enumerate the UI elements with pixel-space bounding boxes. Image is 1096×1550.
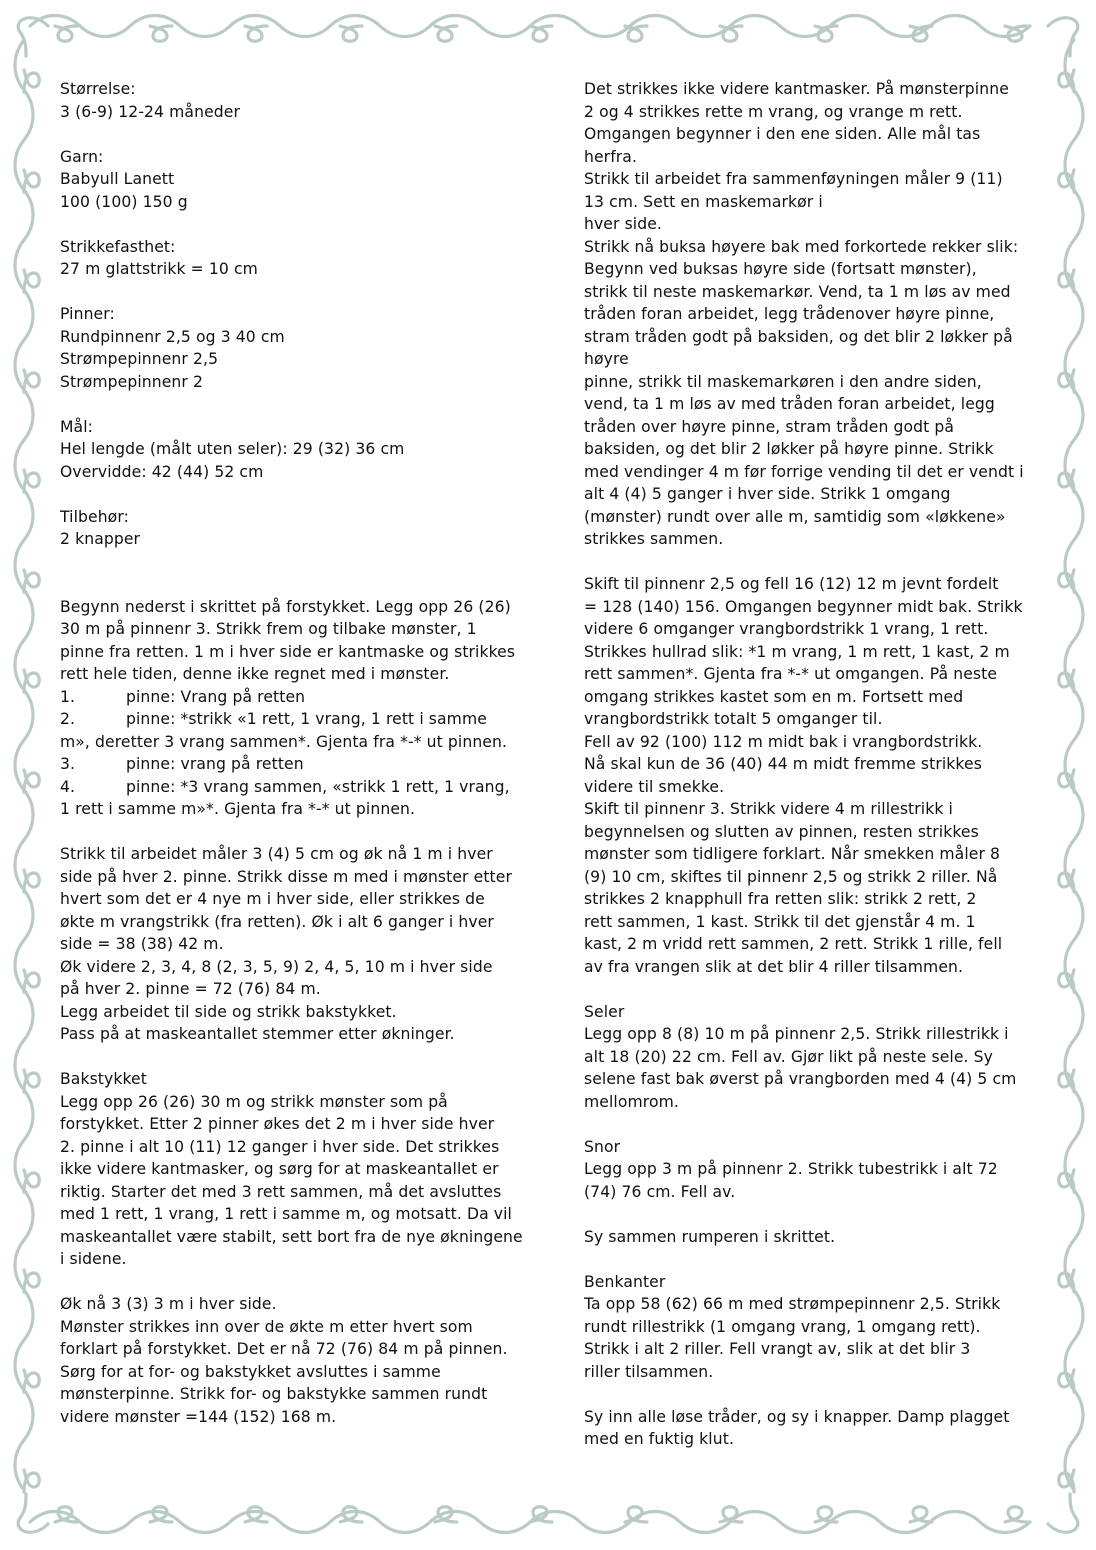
text-line: Strikk nå buksa høyere bak med forkortede rekker slik: <box>584 237 1019 256</box>
border-loop <box>24 270 39 292</box>
text-line: på hver 2. pinne = 72 (76) 84 m. <box>60 980 321 998</box>
step-number: 4. <box>60 777 76 796</box>
text-line: rundt rillestrikk (1 omgang vrang, 1 omgang rett). <box>584 1317 981 1336</box>
step-text: pinne: *strikk «1 rett, 1 vrang, 1 rett i samme <box>126 710 487 728</box>
text-line: Snor <box>584 1137 621 1156</box>
border-loop <box>24 770 39 792</box>
border-loop <box>24 470 39 492</box>
text-line: alt 4 (4) 5 ganger i hver side. Strikk 1 omgang <box>584 485 951 503</box>
text-line: rett hele tiden, denne ikke regnet med i mønster. <box>60 665 450 683</box>
text-line: hver side. <box>584 215 662 233</box>
text-line: Sørg for at for- og bakstykket avsluttes i samme <box>60 1362 441 1381</box>
text-line: vrangbordstrikk totalt 5 omganger til. <box>584 710 883 728</box>
border-loop <box>245 1507 267 1522</box>
text-line: videre mønster =144 (152) 168 m. <box>60 1407 337 1426</box>
border-loop <box>1059 770 1074 792</box>
step-text: pinne: *3 vrang sammen, «strikk 1 rett, 1 vrang, <box>126 777 510 796</box>
border-corner-curl <box>1048 18 1078 56</box>
text-line: Mønster strikkes inn over de økte m etter hvert som <box>60 1317 473 1336</box>
border-loop <box>150 26 172 41</box>
text-line: mønsterpinne. Strikk for- og bakstykke sammen rundt <box>60 1385 488 1403</box>
border-loop <box>24 870 39 892</box>
border-loop <box>1059 170 1074 192</box>
text-line <box>584 551 1059 574</box>
text-line: Øk nå 3 (3) 3 m i hver side. <box>60 1295 277 1313</box>
text-line: Legg opp 8 (8) 10 m på pinnenr 2,5. Strikk rillestrikk i <box>584 1025 1009 1043</box>
border-loop <box>1059 1170 1074 1192</box>
text-line: Skift til pinnenr 3. Strikk videre 4 m rillestrikk i <box>584 800 953 818</box>
border-loop <box>55 1507 77 1522</box>
border-loop <box>24 1170 39 1192</box>
text-line: begynnelsen og slutten av pinnen, resten strikkes <box>584 822 979 841</box>
text-line: 100 (100) 150 g <box>60 192 188 211</box>
text-line: Fell av 92 (100) 112 m midt bak i vrangbordstrikk. <box>584 732 983 751</box>
text-line: riktig. Starter det med 3 rett sammen, må det avsluttes <box>60 1182 502 1201</box>
step-number: 1. <box>60 687 76 706</box>
text-line: Strikkes hullrad slik: *1 m vrang, 1 m rett, 1 kast, 2 m <box>584 642 1010 661</box>
border-loop <box>24 1270 39 1292</box>
text-line <box>584 1113 1059 1136</box>
border-loop <box>1059 870 1074 892</box>
border-loop <box>1059 1470 1074 1492</box>
text-line: maskeantallet være stabilt, sett bort fra de nye økningene <box>60 1227 523 1246</box>
text-line: Legg opp 26 (26) 30 m og strikk mønster som på <box>60 1092 448 1111</box>
border-loop <box>530 26 552 41</box>
text-line: 13 cm. Sett en maskemarkør i <box>584 192 823 211</box>
text-line: Sy sammen rumperen i skrittet. <box>584 1227 836 1246</box>
text-line: Babyull Lanett <box>60 170 175 188</box>
text-line: strikk til neste maskemarkør. Vend, ta 1 m løs av med <box>584 282 1011 301</box>
text-line: Strømpepinnenr 2,5 <box>60 350 219 368</box>
text-line <box>584 1248 1059 1271</box>
text-line: 30 m på pinnenr 3. Strikk frem og tilbake mønster, 1 <box>60 620 477 638</box>
text-line: mellomrom. <box>584 1092 679 1111</box>
step-text: pinne: Vrang på retten <box>126 687 306 706</box>
text-line: Strikk i alt 2 riller. Fell vrangt av, slik at det blir 3 <box>584 1340 971 1358</box>
text-line: tråden over høyre pinne, stram tråden godt på <box>584 417 955 436</box>
text-line: kast, 2 m vridd rett sammen, 2 rett. Strikk 1 rille, fell <box>584 935 1003 953</box>
border-loop <box>340 1507 362 1522</box>
text-line: vend, ta 1 m løs av med tråden foran arbeidet, legg <box>584 395 995 413</box>
numbered-step <box>60 753 560 776</box>
left-text-column <box>60 78 560 1428</box>
text-line: selene fast bak øverst på vrangborden med 4 (4) 5 cm <box>584 1070 1017 1088</box>
text-line: med en fuktig klut. <box>584 1430 734 1448</box>
text-line: Legg opp 3 m på pinnenr 2. Strikk tubestrikk i alt 72 <box>584 1160 998 1178</box>
border-loop <box>245 26 267 41</box>
right-text-column <box>584 78 1059 1451</box>
border-loop <box>815 26 837 41</box>
border-loop <box>24 70 39 92</box>
text-line: Begynn ved buksas høyre side (fortsatt mønster), <box>584 260 977 278</box>
border-loop <box>1059 70 1074 92</box>
text-line <box>60 1271 560 1294</box>
text-line <box>584 1383 1059 1406</box>
border-corner-curl <box>18 18 48 56</box>
border-loop <box>435 26 457 41</box>
text-line: økte m vrangstrikk (fra retten). Øk i alt 6 ganger i hver <box>60 912 494 931</box>
text-line: Omgangen begynner i den ene siden. Alle mål tas <box>584 125 981 143</box>
border-loop <box>530 1507 552 1522</box>
text-line: med vendinger 4 m før forrige vending til det er vendt i <box>584 462 1024 481</box>
text-line: (mønster) rundt over alle m, samtidig som «løkkene» <box>584 507 1006 526</box>
border-loop <box>340 26 362 41</box>
border-loop <box>720 26 742 41</box>
text-line: 2 og 4 strikkes rette m vrang, og vrange m rett. <box>584 102 963 121</box>
border-loop <box>24 370 39 392</box>
text-line: Legg arbeidet til side og strikk bakstykket. <box>60 1002 397 1021</box>
text-line: Størrelse: <box>60 80 136 98</box>
text-line: (74) 76 cm. Fell av. <box>584 1182 736 1201</box>
text-line: 3 (6-9) 12-24 måneder <box>60 102 240 121</box>
text-line: Strømpepinnenr 2 <box>60 372 204 391</box>
text-line: Overvidde: 42 (44) 52 cm <box>60 462 264 481</box>
text-line: Tilbehør: <box>60 507 129 526</box>
step-number: 2. <box>60 710 76 728</box>
border-loop <box>1059 270 1074 292</box>
border-vine <box>30 1512 1030 1533</box>
text-line: forstykket. Etter 2 pinner økes det 2 m i hver side hver <box>60 1115 495 1133</box>
border-loop <box>1059 670 1074 692</box>
text-line: baksiden, og det blir 2 løkker på høyre pinne. Strikk <box>584 440 994 458</box>
text-line <box>60 551 560 574</box>
border-loop <box>1059 570 1074 592</box>
border-loop <box>815 1507 837 1522</box>
text-line: forklart på forstykket. Det er nå 72 (76) 84 m på pinnen. <box>60 1340 508 1358</box>
text-line: Pinner: <box>60 305 115 323</box>
border-corner-curl <box>1048 1494 1078 1532</box>
border-loop <box>910 26 932 41</box>
text-line <box>60 123 560 146</box>
border-loop <box>24 1370 39 1392</box>
text-line: av fra vrangen slik at det blir 4 riller tilsammen. <box>584 957 964 976</box>
text-line: mønster som tidligere forklart. Når smekken måler 8 <box>584 845 1001 863</box>
text-line: pinne, strikk til maskemarkøren i den andre siden, <box>584 372 982 391</box>
numbered-step <box>60 686 560 709</box>
border-loop <box>1059 370 1074 392</box>
text-line: Øk videre 2, 3, 4, 8 (2, 3, 5, 9) 2, 4, 5, 10 m i hver side <box>60 957 493 976</box>
text-line: (9) 10 cm, skiftes til pinnenr 2,5 og strikk 2 riller. Nå <box>584 867 998 886</box>
text-line: Nå skal kun de 36 (40) 44 m midt fremme strikkes <box>584 755 982 773</box>
text-line: Hel lengde (målt uten seler): 29 (32) 36 cm <box>60 440 405 458</box>
border-loop <box>24 670 39 692</box>
border-loop <box>24 570 39 592</box>
text-line <box>60 393 560 416</box>
border-loop <box>24 1470 39 1492</box>
border-vine <box>1065 40 1083 1490</box>
text-line: alt 18 (20) 22 cm. Fell av. Gjør likt på neste sele. Sy <box>584 1047 993 1066</box>
text-line: = 128 (140) 156. Omgangen begynner midt bak. Strikk <box>584 597 1023 616</box>
border-loop <box>1059 1270 1074 1292</box>
border-loop <box>1005 26 1027 41</box>
numbered-step <box>60 708 560 731</box>
text-line: side på hver 2. pinne. Strikk disse m med i mønster etter <box>60 867 512 886</box>
border-loop <box>625 26 647 41</box>
border-loop <box>1059 970 1074 992</box>
text-line: Strikk til arbeidet fra sammenføyningen måler 9 (11) <box>584 170 1003 188</box>
border-loop <box>1059 1370 1074 1392</box>
text-line: Seler <box>584 1002 625 1021</box>
text-line <box>60 573 560 596</box>
text-line <box>584 1203 1059 1226</box>
text-line: Benkanter <box>584 1272 666 1291</box>
text-line: Bakstykket <box>60 1070 147 1088</box>
border-vine <box>30 16 1030 37</box>
text-line <box>584 978 1059 1001</box>
border-loop <box>24 170 39 192</box>
text-line: Det strikkes ikke videre kantmasker. På mønsterpinne <box>584 80 1009 98</box>
border-vine <box>15 40 33 1490</box>
numbered-step <box>60 776 560 799</box>
text-line: side = 38 (38) 42 m. <box>60 935 224 953</box>
text-line: m», deretter 3 vrang sammen*. Gjenta fra *-* ut pinnen. <box>60 732 508 751</box>
text-line: rett sammen*. Gjenta fra *-* ut omgangen. På neste <box>584 665 998 683</box>
text-line: Mål: <box>60 417 93 436</box>
text-line <box>60 213 560 236</box>
border-loop <box>1059 1070 1074 1092</box>
text-line: strikkes sammen. <box>584 530 724 548</box>
border-corner-curl <box>18 1494 48 1532</box>
border-loop <box>1059 470 1074 492</box>
text-line: 1 rett i samme m»*. Gjenta fra *-* ut pinnen. <box>60 800 416 818</box>
text-line: 27 m glattstrikk = 10 cm <box>60 260 258 278</box>
text-line: pinne fra retten. 1 m i hver side er kantmaske og strikkes <box>60 642 516 661</box>
text-line <box>60 483 560 506</box>
text-line: Garn: <box>60 147 104 166</box>
border-loop <box>55 26 77 41</box>
text-line: stram tråden godt på baksiden, og det blir 2 løkker på <box>584 327 1013 346</box>
text-line: omgang strikkes kastet som en m. Fortsett med <box>584 687 964 706</box>
border-loop <box>24 1070 39 1092</box>
text-line: Strikk til arbeidet måler 3 (4) 5 cm og øk nå 1 m i hver <box>60 845 493 863</box>
text-line: ikke videre kantmasker, og sørg for at maskeantallet er <box>60 1160 499 1178</box>
text-line: herfra. <box>584 147 638 166</box>
text-line: Strikkefasthet: <box>60 237 176 256</box>
text-line: tråden foran arbeidet, legg trådenover høyre pinne, <box>584 305 995 323</box>
text-line: rett sammen, 1 kast. Strikk til det gjenstår 4 m. 1 <box>584 912 976 931</box>
text-line <box>60 1046 560 1069</box>
text-line: riller tilsammen. <box>584 1362 714 1381</box>
text-line: Ta opp 58 (62) 66 m med strømpepinnenr 2,5. Strikk <box>584 1295 1001 1313</box>
step-number: 3. <box>60 755 76 773</box>
text-line: 2 knapper <box>60 530 141 548</box>
text-line: 2. pinne i alt 10 (11) 12 ganger i hver side. Det strikkes <box>60 1137 500 1156</box>
border-loop <box>910 1507 932 1522</box>
border-loop <box>24 970 39 992</box>
text-line: høyre <box>584 350 629 368</box>
text-line <box>60 821 560 844</box>
border-loop <box>720 1507 742 1522</box>
text-line: med 1 rett, 1 vrang, 1 rett i samme m, og motsatt. Da vil <box>60 1205 512 1223</box>
text-line: strikkes 2 knapphull fra retten slik: strikk 2 rett, 2 <box>584 890 977 908</box>
text-line: videre 6 omganger vrangbordstrikk 1 vrang, 1 rett. <box>584 620 989 638</box>
text-line: Skift til pinnenr 2,5 og fell 16 (12) 12 m jevnt fordelt <box>584 575 999 593</box>
border-loop <box>625 1507 647 1522</box>
text-line: Begynn nederst i skrittet på forstykket. Legg opp 26 (26) <box>60 597 511 616</box>
text-line: Pass på at maskeantallet stemmer etter økninger. <box>60 1025 455 1043</box>
text-line <box>60 281 560 304</box>
border-loop <box>1005 1507 1027 1522</box>
text-line: Sy inn alle løse tråder, og sy i knapper. Damp plagget <box>584 1407 1010 1426</box>
text-line: hvert som det er 4 nye m i hver side, eller strikkes de <box>60 890 485 908</box>
text-line: Rundpinnenr 2,5 og 3 40 cm <box>60 327 285 346</box>
step-text: pinne: vrang på retten <box>126 755 304 773</box>
border-loop <box>150 1507 172 1522</box>
text-line: i sidene. <box>60 1250 127 1268</box>
text-line: videre til smekke. <box>584 777 725 796</box>
border-loop <box>435 1507 457 1522</box>
